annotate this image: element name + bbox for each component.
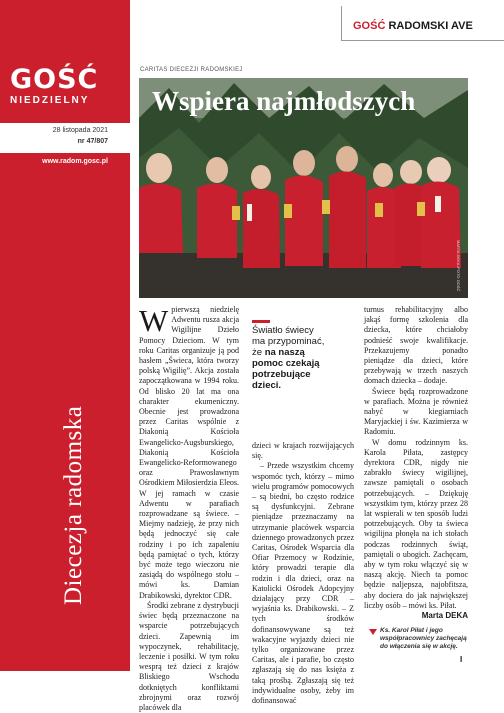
column-2-paragraph-1: dzieci w krajach rozwijających się. xyxy=(252,441,354,461)
quote-accent-bar xyxy=(252,320,270,323)
page-number: I xyxy=(460,655,463,664)
website-link[interactable]: www.radom.gosc.pl xyxy=(42,158,108,165)
top-bar-rule xyxy=(341,40,504,41)
vertical-section-title: Diecezja radomska xyxy=(60,405,87,605)
gosc-niedzielny-logo xyxy=(10,66,100,106)
top-bar-divider xyxy=(341,6,342,40)
column-3-paragraph-2: Świece będą rozprowadzone w parafiach. Można je również nabyć w kiegiarniach Maryjackiej i św. Kazimierza w Radomiu. xyxy=(364,386,468,437)
pull-quote xyxy=(252,320,354,391)
drop-cap: W xyxy=(139,303,169,338)
red-sidebar xyxy=(0,0,130,671)
quote-line-5: potrzebujące xyxy=(252,369,311,380)
quote-line-4: pomoc czekają xyxy=(252,358,320,369)
issue-info-box xyxy=(0,123,130,153)
logo-sub-text: NIEDZIELNY xyxy=(10,95,90,106)
column-1-lead xyxy=(139,305,239,601)
article-column-3 xyxy=(364,305,468,621)
quote-line-6: dzieci. xyxy=(252,380,282,391)
top-bar xyxy=(341,0,504,41)
issue-number: nr 47/807 xyxy=(77,138,108,145)
column-1-paragraph-1: pierwszą niedzielę Adwentu rusza akcja Wigilijne Dzieło Pomocy Dzieciom. W tym roku Caritas organizuje ją pod hasłem „Świeca, która tworzy polską Wigilię”. Akcja została zapoczątkowana w 1994 roku. Od blisko 20 lat ma ona charakter ekumeniczny. Obecnie jest prowadzona przez Caritas wspólnie z Diakonią Kościoła Ewangelicko-Augsburskiego, Diakonią Kościoła Ewangelicko-Reformowanego oraz Prawosławnym Ośrodkiem Miłosierdzia Eleos. W jej ramach w czasie Adwentu w parafiach rozprowadzane są świece. – Miejmy nadzieję, że przy nich będą jednoczyć się całe rodziny i po ich zapaleniu będą pamiętać o tych, którzy być może tego wieczoru nie zasiądą do wspólnego stołu – mówi ks. Damian Drabikowski, dyrektor CDR. xyxy=(139,305,239,600)
article-column-2 xyxy=(252,441,354,706)
quote-line-3-bold: na naszą xyxy=(264,347,305,358)
quote-line-2: ma przypominać, xyxy=(252,336,325,347)
quote-line-1: Światło świecy xyxy=(252,325,314,336)
top-bar-brand: GOŚĆ xyxy=(353,20,386,32)
photo-caption: Ks. Karol Piłat i jego współpracownicy zachęcają do włączenia się w akcję. xyxy=(380,627,467,650)
article-author: Marta DEKA xyxy=(421,611,468,621)
column-3-paragraph-1: turnus rehabilitacyjny albo jakąś formę szkolenia dla dziecka, które chciałoby podnieść swoje kwalifikacje. Przekazujemy ponadto pieniądze dla dzieci, które przebywają w trzech naszych domach dziecka – dodaje. xyxy=(364,305,468,386)
logo-main-text: GOŚĆ xyxy=(10,64,99,95)
article-headline: Wspiera najmłodszych xyxy=(152,86,416,116)
column-2-paragraph-2: – Przede wszystkim chcemy wspomóc tych, którzy – mimo wielu programów pomocowych – są biedni, bo często rodzice są dysfunkcyjni. Zebrane pieniądze przeznaczamy na utrzymanie placówek wsparcia dziennego prowadzonych przez Caritas, Ośrodek Wsparcia dla Ofiar Przemocy w Rodzinie, który prowadzi terapie dla rodzin i dla dzieci, oraz na Katolicki Ośrodek Adopcyjny działający przy CDR – wyjaśnia ks. Drabikowski. – Z tych środków dofinansowywane są też wakacyjne wyjazdy dzieci nie tylko organizowane przez Caritas, ale i parafie, bo często zgłaszają się do nas księża z taką prośbą. Zgłaszają się też indywidualne osoby, żeby im dofinansować xyxy=(252,461,354,706)
top-bar-title xyxy=(353,20,473,32)
caption-pointer-icon xyxy=(369,629,377,635)
column-1-paragraph-2: Środki zebrane z dystrybucji świec będą przeznaczone na wsparcie potrzebujących dzieci. Zapewnią im wypoczynek, rehabilitację, leczenie i posiłki. W tym roku wesprą też dzieci z krajów Bliskiego Wschodu dotkniętych konfliktami zbrojnymi oraz rozwój placówek dla xyxy=(139,600,239,712)
photo-credit: MARTA DEKA /FOTO GOŚĆ xyxy=(456,240,461,292)
quote-line-3 xyxy=(252,347,354,358)
quote-line-3-plain: że xyxy=(252,347,265,358)
top-bar-edition: RADOMSKI AVE xyxy=(388,20,473,32)
column-3-paragraph-3: W domu rodzinnym ks. Karola Piłata, zastępcy dyrektora CDR, nigdy nie zabrakło świecy wigilijnej, zawsze pamiętali o osobach potrzebujących. – Dziękuję wszystkim tym, którzy przez 28 lat wspierali w ten sposób ludzi potrzebujących. Oby ta świeca wigilijna płonęła na ich stołach podczas rodzinnych świąt, pamiętali o ubogich. Zachęcam, aby w tym roku włączyć się w naszą akcję. Niech ta pomoc będzie naljepsza, najobfitsza, aby dociera do jak największej liczby osób – mówi ks. Piłat. xyxy=(364,437,468,610)
issue-date: 28 listopada 2021 xyxy=(52,127,108,134)
article-column-1 xyxy=(139,305,239,713)
section-label: CARITAS DIECEZJI RADOMSKIEJ xyxy=(140,67,243,73)
